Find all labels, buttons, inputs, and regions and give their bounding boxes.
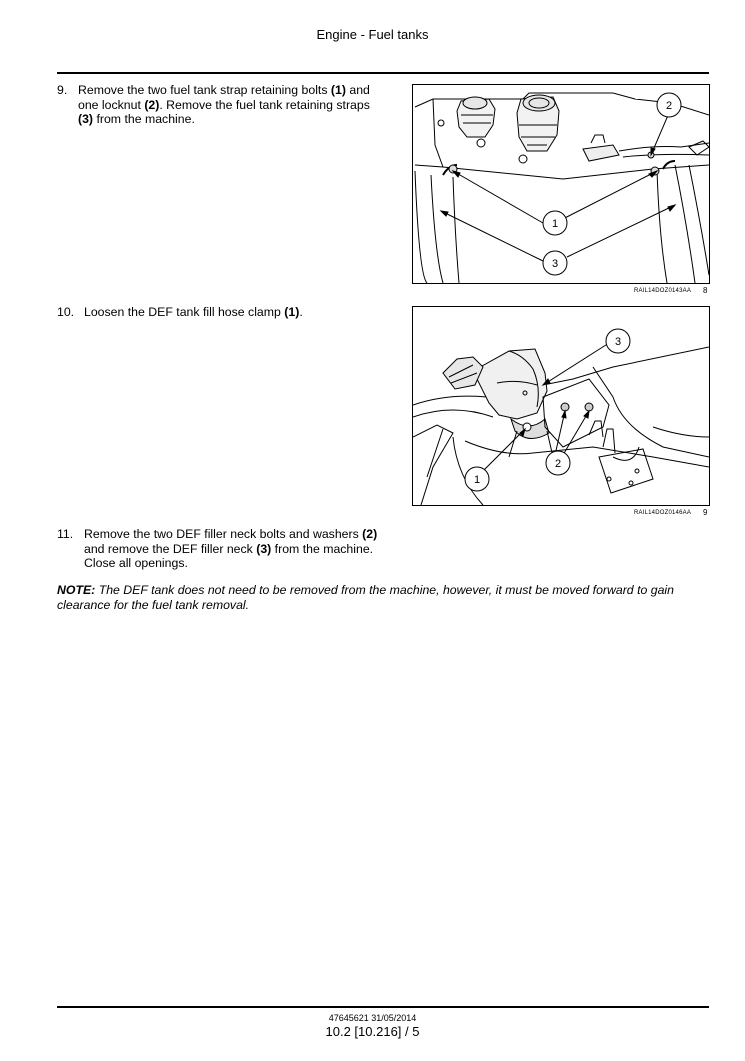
step-number: 9.: [57, 83, 68, 97]
callout-ref: (2): [362, 527, 378, 541]
svg-text:2: 2: [554, 458, 562, 470]
svg-text:1: 1: [551, 218, 559, 230]
callout-2: [546, 451, 570, 475]
callout-1: [543, 211, 567, 235]
page-header-title: Engine - Fuel tanks: [316, 27, 429, 42]
callout-ref: (1): [284, 305, 300, 319]
footer-rule: [57, 1006, 709, 1008]
note-line-2: clearance for the fuel tank removal.: [57, 597, 250, 612]
leader-line: [567, 205, 675, 257]
step-9-line-2: one locknut (2). Remove the fuel tank retaining straps: [78, 97, 370, 112]
footer-doc-id: 47645621 31/05/2014: [328, 1013, 417, 1023]
svg-text:1: 1: [473, 474, 481, 486]
callout-ref: (3): [78, 112, 94, 127]
figure-9-code: RAIL14DOZ0146AA: [634, 510, 692, 516]
footer-page-number: 10.2 [10.216] / 5: [325, 1024, 420, 1039]
fuel-tank-illustration: [413, 85, 709, 283]
note-label: NOTE:: [57, 583, 96, 597]
step-9: [57, 83, 370, 127]
step-11-line-2: and remove the DEF filler neck (3) from the machine.: [84, 541, 374, 556]
callout-ref: (2): [144, 97, 160, 112]
step-11-line-3: Close all openings.: [84, 556, 188, 571]
leader-line: [453, 171, 543, 223]
note: [57, 583, 709, 612]
step-9-line-3: (3) from the machine.: [78, 112, 195, 127]
step-10-line-1: 10. Loosen the DEF tank fill hose clamp (1).: [57, 305, 303, 319]
header-rule: [57, 72, 709, 74]
step-number: 11.: [57, 527, 74, 541]
step-10: [57, 305, 303, 320]
callout-1: [465, 467, 489, 491]
step-11: [57, 527, 377, 571]
step-9-line-1: 9. Remove the two fuel tank strap retaining bolts (1) and: [57, 83, 370, 97]
callout-ref: (3): [256, 541, 272, 556]
callout-ref: (1): [330, 83, 346, 97]
figure-8-code: RAIL14DOZ0143AA: [634, 288, 692, 294]
svg-text:3: 3: [614, 336, 622, 348]
figure-9-def-filler-neck: [412, 306, 710, 506]
callout-3: [543, 251, 567, 275]
leader-line: [543, 343, 609, 385]
figure-8-number: 8: [703, 286, 708, 295]
svg-text:2: 2: [665, 100, 673, 112]
figure-8-fuel-tank-straps: [412, 84, 710, 284]
def-tank-illustration: [413, 307, 709, 505]
figure-9-number: 9: [703, 508, 708, 517]
callout-2: [657, 93, 681, 117]
leader-line: [483, 429, 525, 471]
leader-line: [555, 171, 657, 223]
note-line-1: NOTE: The DEF tank does not need to be removed from the machine, however, it must be moved forward to gain: [57, 583, 674, 597]
step-11-line-1: 11. Remove the two DEF filler neck bolts and washers (2): [57, 527, 378, 541]
svg-text:3: 3: [551, 258, 559, 270]
callout-3: [606, 329, 630, 353]
step-number: 10.: [57, 305, 75, 319]
